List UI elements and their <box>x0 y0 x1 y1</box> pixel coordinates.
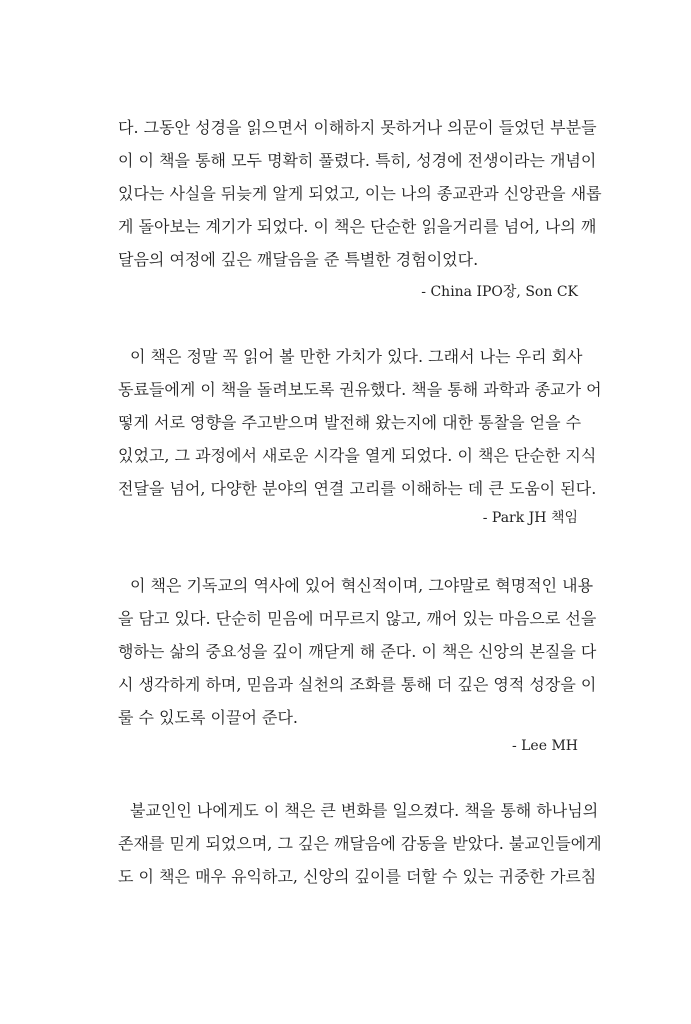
review-attribution: - China IPO장, Son CK <box>421 284 578 300</box>
text-line: 다. 그동안 성경을 읽으면서 이해하지 못하거나 의문이 들었던 부분들 <box>118 118 597 137</box>
text-line: 이 책은 정말 꼭 읽어 볼 만한 가치가 있다. 그래서 나는 우리 회사 <box>130 347 583 366</box>
text-line: 달음의 여정에 깊은 깨달음을 준 특별한 경험이었다. <box>118 250 479 269</box>
text-line: 있다는 사실을 뒤늦게 알게 되었고, 이는 나의 종교관과 신앙관을 새롭 <box>118 184 602 203</box>
text-line: 떻게 서로 영향을 주고받으며 발전해 왔는지에 대한 통찰을 얻을 수 <box>118 413 582 432</box>
text-line: 이 책은 기독교의 역사에 있어 혁신적이며, 그야말로 혁명적인 내용 <box>130 576 594 595</box>
review-attribution: - Park JH 책임 <box>482 510 578 526</box>
text-line: 동료들에게 이 책을 돌려보도록 권유했다. 책을 통해 과학과 종교가 어 <box>118 380 602 399</box>
text-line: 존재를 믿게 되었으며, 그 깊은 깨달음에 감동을 받았다. 불교인들에게 <box>118 834 602 853</box>
text-line: 시 생각하게 하며, 믿음과 실천의 조화를 통해 더 깊은 영적 성장을 이 <box>118 675 597 694</box>
text-line: 도 이 책은 매우 유익하고, 신앙의 깊이를 더할 수 있는 귀중한 가르침 <box>118 867 597 886</box>
text-line: 룰 수 있도록 이끌어 준다. <box>118 708 298 727</box>
text-line: 게 돌아보는 계기가 되었다. 이 책은 단순한 읽을거리를 넘어, 나의 깨 <box>118 217 597 236</box>
text-line: 있었고, 그 과정에서 새로운 시각을 열게 되었다. 이 책은 단순한 지식 <box>118 446 597 465</box>
text-line: 을 담고 있다. 단순히 믿음에 머무르지 않고, 깨어 있는 마음으로 선을 <box>118 609 597 628</box>
text-line: 전달을 넘어, 다양한 분야의 연결 고리를 이해하는 데 큰 도움이 된다. <box>118 479 597 498</box>
text-line: 이 이 책을 통해 모두 명확히 풀렸다. 특히, 성경에 전생이라는 개념이 <box>118 151 597 170</box>
text-line: 행하는 삶의 중요성을 깊이 깨닫게 해 준다. 이 책은 신앙의 본질을 다 <box>118 642 597 661</box>
review-attribution: - Lee MH <box>511 738 578 754</box>
text-line: 불교인인 나에게도 이 책은 큰 변화를 일으켰다. 책을 통해 하나님의 <box>130 801 599 820</box>
